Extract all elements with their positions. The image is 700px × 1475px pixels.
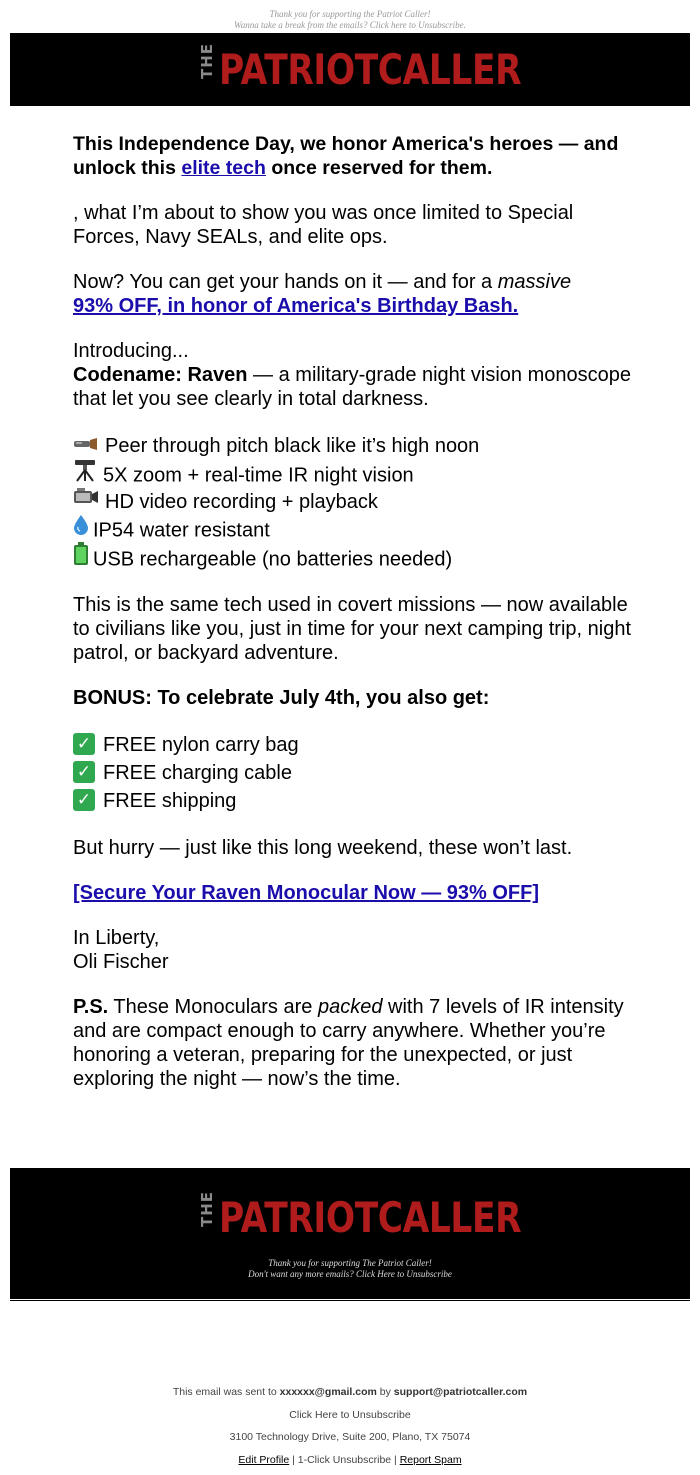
divider [10, 1300, 690, 1301]
edit-profile-link[interactable]: Edit Profile [238, 1453, 290, 1466]
telescope-icon [73, 458, 97, 490]
list-item: ✓ FREE shipping [73, 787, 633, 815]
list-item: HD video recording + playback [73, 488, 633, 516]
water-drop-icon [73, 514, 89, 544]
preheader-thanks: Thank you for supporting the Patriot Caller! [269, 9, 431, 19]
feature-list [73, 432, 633, 572]
footer-banner-note [10, 1258, 690, 1280]
logo-the-text: THE [198, 1190, 216, 1227]
flashlight-icon [73, 431, 99, 459]
postal-address: 3100 Technology Drive, Suite 200, Plano, TX 75074 [229, 1431, 471, 1443]
patriot-caller-logo[interactable] [10, 1190, 690, 1242]
elite-tech-link[interactable]: elite tech [181, 157, 266, 179]
bonus-heading: BONUS: To celebrate July 4th, you also get: [73, 687, 490, 709]
list-item: IP54 water resistant [73, 516, 633, 544]
check-mark-icon: ✓ [73, 733, 95, 755]
preheader [0, 9, 700, 31]
one-click-unsubscribe-link[interactable]: 1-Click Unsubscribe [297, 1453, 392, 1466]
report-spam-link[interactable]: Report Spam [399, 1453, 462, 1466]
footer-banner [10, 1168, 690, 1299]
same-tech-paragraph: This is the same tech used in covert missions — now available to civilians like you, just in time for your next camping trip, night patrol, or backyard adventure. [73, 594, 632, 664]
sender-email: support@patriotcaller.com [393, 1386, 528, 1398]
ps-paragraph: P.S. These Monoculars are packed with 7 levels of IR intensity and are compact enough to carry anywhere. Whether you’re honoring a veteran, preparing for the unexpected, or just exploring the night — now’s the time. [73, 996, 624, 1090]
footer-thanks: Thank you for supporting The Patriot Caller! [268, 1258, 432, 1268]
list-item: 5X zoom + real-time IR night vision [73, 460, 633, 488]
headline: This Independence Day, we honor America's heroes — and unlock this elite tech once reserved for them. [73, 133, 619, 179]
list-item: ✓ FREE charging cable [73, 759, 633, 787]
logo-main-text: PATRIOTCALLER [219, 45, 522, 94]
email-body [73, 132, 633, 1112]
logo-main-text: PATRIOTCALLER [219, 1193, 522, 1242]
product-intro: Introducing... Codename: Raven — a military-grade night vision monoscope that let you see clearly in total darkness. [73, 340, 632, 410]
list-item: Peer through pitch black like it’s high noon [73, 432, 633, 460]
offer-paragraph: Now? You can get your hands on it — and for a massive 93% OFF, in honor of America's Birthday Bash. [73, 271, 572, 317]
footer-unsubscribe-link[interactable]: Don't want any more emails? Click Here to Unsubscribe [248, 1269, 452, 1279]
list-item: USB rechargeable (no batteries needed) [73, 544, 633, 572]
preheader-unsubscribe-link[interactable]: Wanna take a break from the emails? Click here to Unsubscribe. [234, 20, 466, 30]
hurry-paragraph: But hurry — just like this long weekend, these won’t last. [73, 837, 573, 859]
check-mark-icon: ✓ [73, 789, 95, 811]
logo-the-text: THE [198, 42, 216, 79]
recipient-email: xxxxxx@gmail.com [279, 1386, 377, 1398]
battery-icon [73, 542, 89, 574]
discount-link[interactable]: 93% OFF, in honor of America's Birthday Bash. [73, 295, 519, 317]
header-banner [10, 33, 690, 106]
cta-link[interactable]: [Secure Your Raven Monocular Now — 93% OFF] [73, 882, 540, 904]
email-footer [0, 1385, 700, 1475]
list-item: ✓ FREE nylon carry bag [73, 731, 633, 759]
check-mark-icon: ✓ [73, 761, 95, 783]
bonus-list [73, 731, 633, 815]
sent-to-line: This email was sent to xxxxxx@gmail.com by support@patriotcaller.com [172, 1386, 528, 1398]
codename-label: Codename: Raven [73, 364, 248, 386]
unsubscribe-link[interactable]: Click Here to Unsubscribe [289, 1408, 411, 1421]
cta-paragraph [73, 881, 633, 905]
signature: In Liberty, Oli Fischer [73, 927, 169, 973]
signer-name: Oli Fischer [73, 951, 169, 973]
video-camera-icon [73, 487, 99, 515]
intro-paragraph: , what I’m about to show you was once limited to Special Forces, Navy SEALs, and elite ops. [73, 202, 574, 248]
patriot-caller-logo[interactable] [10, 42, 690, 94]
footer-links: Edit Profile | 1-Click Unsubscribe | Report Spam [238, 1453, 462, 1466]
